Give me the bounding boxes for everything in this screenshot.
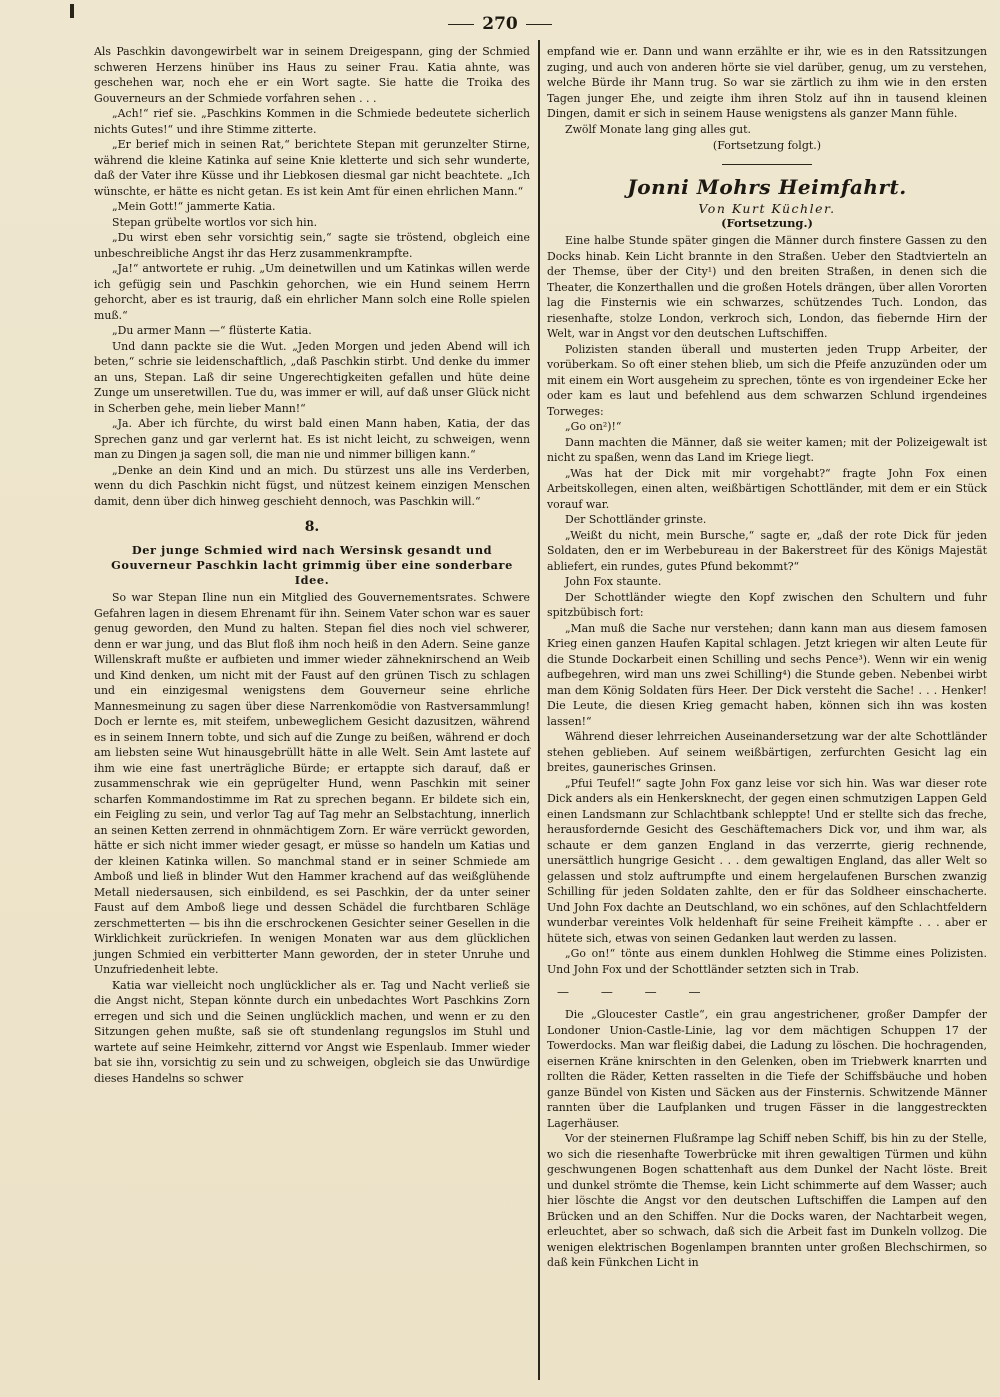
section-number: 8.	[304, 519, 320, 535]
paragraph: „Ja!“ antwortete er ruhig. „Um deinetwillen und um Katinkas willen werde ich gefügig sein und Paschkin gehorchen, wie ein Hund seinem Herrn gehorcht, aber es ist traurig, daß ein ehrlicher Mann solch eine Rolle spielen muß.“	[94, 262, 530, 322]
paragraph: empfand wie er. Dann und wann erzählte er ihr, wie es in den Ratssitzungen zuging, und auch von anderen hörte sie viel darüber, genug, um zu verstehen, welche Bürde ihr Mann trug. So war sie zärtlich zu ihm wie in den ersten Tagen junger Ehe, und zeigte ihm ihren Stolz auf ihn in tausend kleinen Dingen, damit er sich in seinem Hause wenigstens als ganzer Mann fühle.	[547, 45, 987, 120]
paragraph: „Denke an dein Kind und an mich. Du stürzest uns alle ins Verderben, wenn du dich Paschkin nicht fügst, und nützest keinem einzigen Menschen damit, denn über dich hinweg geschieht dennoch, was Paschkin will.“	[94, 463, 530, 508]
paragraph: „Du armer Mann —“ flüsterte Katia.	[112, 324, 312, 337]
paragraph: „Was hat der Dick mit mir vorgehabt?“ fragte John Fox einen Arbeitskollegen, einen alten, weißbärtigen Schottländer, mit dem er ein Stück vorauf war.	[547, 466, 987, 511]
paragraph: Und dann packte sie die Wut. „Jeden Morgen und jeden Abend will ich beten,“ schrie sie leidenschaftlich, „daß Paschkin stirbt. Und denke du immer an uns, Stepan. Laß dir seine Ungerechtigkeiten gefallen und hüte deine Zunge um unseretwillen. Tue du, was immer er will, auf daß unser Glück nicht in Scherben gehe, mein lieber Mann!“	[94, 339, 530, 415]
paragraph: Der Schottländer wiegte den Kopf zwischen den Schultern und fuhr spitzbübisch fort:	[547, 590, 987, 619]
paragraph: „Pfui Teufel!“ sagte John Fox ganz leise vor sich hin. Was war dieser rote Dick anders als ein Henkersknecht, der gegen einen schmutzigen Lappen Geld einen Landsmann zur Schlachtbank schleppte! Und er stellte sich das freche, herausfordernde Gesicht des Geschäftemachers Dick vor, und ihm war, als schaute er dem ganzen England in das verzerrte, gierig rechnende, unersättlich hungrige Gesicht . . . dem gewaltigen England, das aller Welt so gelassen und stolz auftrumpfte und einem hergelaufenen Burschen zwanzig Schilling für jeden Soldaten zahlte, den er für das Soldheer einschacherte. Und John Fox dachte an Deutschland, wo ein schönes, auf den Schlachtfeldern wunderbar vereintes Volk heldenhaft für seine Freiheit kämpfte . . . aber er hütete sich, etwas von seinen Gedanken laut werden zu lassen.	[547, 776, 987, 945]
column-divider	[538, 40, 540, 1380]
paragraph: So war Stepan Iline nun ein Mitglied des Gouvernementsrates. Schwere Gefahren lagen in diesem Ehrenamt für ihn. Seinem Vater schon war es sauer genug geworden, den Mund zu halten. Stepan fiel dies noch viel schwerer, denn er war jung, und das Blut floß ihm noch heiß in den Adern. Seine ganze Willenskraft mußte er aufbieten und immer wieder zähneknirschend an Weib und Kind denken, um nicht mit der Faust auf den grünen Tisch zu schlagen und ein einzigesmal wenigstens dem Gouverneur seine ehrliche Mannesmeinung zu sagen über diese Narrenkomödie von Rastversammlung! Doch er lernte es, mit steifem, unbeweglichem Gesicht dazusitzen, während es in seinem Innern tobte, und sich auf die Zunge zu beißen, während er doch am liebsten seine Wut hinausgebrüllt hätte in alle Welt. Sein Amt lastete auf ihm wie eine fast unerträgliche Bürde; er ertappte sich darauf, daß er zusammenschrak wie ein geprügelter Hund, wenn Paschkin mit seiner scharfen Kommandostimme im Rat zu sprechen begann. Er bildete sich ein, ein Feigling zu sein, und verlor Tag auf Tag mehr an Selbstachtung, innerlich an seinen Ketten zerrend in ohnmächtigem Zorn. Er wäre verrückt geworden, hätte er sich nicht immer wieder gesagt, er müsse so handeln um Katias und der kleinen Katinka willen. So manchmal stand er in seiner Schmiede am Amboß und ließ in blinder Wut den Hammer krachend auf das weißglühende Metall niedersausen, sich einbildend, es sei Paschkin, der da unter seiner Faust auf dem Amboß liege und dessen Schädel die furchtbaren Schläge zerschmetterten — bis ihn die erschrockenen Gesichter seiner Gesellen in die Wirklichkeit zurückriefen. In wenigen Monaten war aus dem glücklichen jungen Schmied ein verbitterter Mann geworden, der in steter Unruhe und Unzufriedenheit lebte.	[94, 591, 530, 976]
paragraph: „Mein Gott!“ jammerte Katia.	[112, 200, 276, 213]
paragraph: John Fox staunte.	[565, 575, 662, 588]
paragraph: Die „Gloucester Castle“, ein grau angestrichener, großer Dampfer der Londoner Union-Castle-Linie, lag vor dem mächtigen Schuppen 17 der Towerdocks. Man war fleißig dabei, die Ladung zu löschen. Die hochragenden, eisernen Kräne knirschten in den Gelenken, oben im Triebwerk knarrten und rollten die Räder, Ketten rasselten in die Tiefe der Schiffsbäuche und hoben ganze Bündel von Kisten und Säcken aus der Finsternis. Schwitzende Männer rannten über die Laufplanken und trugen Fässer in die langgestreckten Lagerhäuser.	[547, 1008, 987, 1130]
paragraph: „Go on!“ tönte aus einem dunklen Hohlweg die Stimme eines Polizisten. Und John Fox und der Schottländer setzten sich in Trab.	[547, 947, 987, 976]
paragraph: Dann machten die Männer, daß sie weiter kamen; mit der Polizeigewalt ist nicht zu spaßen, wenn das Land im Kriege liegt.	[547, 435, 987, 464]
paragraph: „Go on²)!“	[565, 420, 622, 433]
page-number-header	[0, 14, 1000, 34]
paragraph: Eine halbe Stunde später gingen die Männer durch finstere Gassen zu den Docks hinab. Kein Licht brannte in den Straßen. Ueber den Stadtvierteln an der Themse, über der City¹) und den breiten Straßen, in denen sich die Theater, die Konzerthallen und die großen Hotels drängen, über allen Vororten lag die Finsternis wie ein schwarzes, schützendes Tuch. London, das riesenhafte, stolze London, verkroch sich, London, das fiebernde Hirn der Welt, war in Angst vor den deutschen Luftschiffen.	[547, 234, 987, 340]
paragraph: Der Schottländer grinste.	[565, 513, 707, 526]
paragraph: „Ach!“ rief sie. „Paschkins Kommen in die Schmiede bedeutete sicherlich nichts Gutes!“ und ihre Stimme zitterte.	[94, 107, 530, 136]
story-author: Von Kurt Küchler.	[698, 201, 836, 216]
paragraph: Katia war vielleicht noch unglücklicher als er. Tag und Nacht verließ sie die Angst nicht, Stepan könnte durch ein unbedachtes Wort Paschkins Zorn erregen und sich und die Seinen unglücklich machen, und wenn er zu den Sitzungen gehen mußte, saß sie oft stundenlang regungslos im Stuhl und wartete auf seine Heimkehr, zitternd vor Angst wie Espenlaub. Immer wieder bat sie ihn, vorsichtig zu sein und zu schweigen, obgleich sie das Unwürdige dieses Handelns so schwer	[94, 978, 530, 1085]
paragraph: „Weißt du nicht, mein Bursche,“ sagte er, „daß der rote Dick für jeden Soldaten, den er im Werbebureau in der Bakerstreet für des Königs Majestät abliefert, ein rundes, gutes Pfund bekommt?“	[547, 528, 987, 573]
scene-break: — — — —	[557, 985, 715, 999]
header-rule-right	[526, 24, 552, 25]
paragraph: Als Paschkin davongewirbelt war in seinem Dreigespann, ging der Schmied schweren Herzens hinüber ins Haus zu seiner Frau. Katia ahnte, was geschehen war, noch ehe er ein Wort sagte. Sie hatte die Troika des Gouverneurs an der Schmiede vorfahren sehen . . .	[94, 45, 530, 105]
paragraph: Vor der steinernen Flußrampe lag Schiff neben Schiff, bis hin zu der Stelle, wo sich die riesenhafte Towerbrücke mit ihren gewaltigen Türmen und kühn geschwungenen Bogen schattenhaft aus dem Dunkel der Nacht löste. Breit und dunkel strömte die Themse, kein Licht schimmerte auf dem Wasser; auch hier löschte die Angst vor den deutschen Luftschiffen die Lampen auf den Brücken und an den Schiffen. Nur die Docks waren, der Nachtarbeit wegen, erleuchtet, aber so schwach, daß sich die Arbeit fast im Dunkeln vollzog. Die wenigen elektrischen Bogenlampen brannten unter großen Blechschirmen, so daß kein Fünkchen Licht in	[547, 1132, 987, 1269]
paragraph: „Du wirst eben sehr vorsichtig sein,“ sagte sie tröstend, obgleich eine unbeschreibliche Angst ihr das Herz zusammenkrampfte.	[94, 231, 530, 260]
page-number: 270	[482, 14, 518, 34]
paragraph: Während dieser lehrreichen Auseinandersetzung war der alte Schottländer stehen geblieben. Auf seinem weißbärtigen, zerfurchten Gesicht lag ein breites, gaunerisches Grinsen.	[547, 730, 987, 774]
paragraph: „Er berief mich in seinen Rat,“ berichtete Stepan mit gerunzelter Stirne, während die kleine Katinka auf seine Knie kletterte und sich sehr wunderte, daß der Vater ihre Küsse und ihr Liebkosen diesmal gar nicht beachtete. „Ich wünschte, er hätte es nicht getan. Es ist kein Amt für einen ehrlichen Mann.“	[94, 138, 530, 198]
story-title: Jonni Mohrs Heimfahrt.	[627, 175, 907, 199]
to-be-continued-note: (Fortsetzung folgt.)	[712, 139, 822, 152]
header-rule-left	[448, 24, 474, 25]
continuation-note: (Fortsetzung.)	[721, 216, 813, 230]
separator-rule	[722, 164, 812, 165]
left-column	[94, 44, 530, 1086]
paragraph: „Ja. Aber ich fürchte, du wirst bald einen Mann haben, Katia, der das Sprechen ganz und gar verlernt hat. Es ist nicht leicht, zu schweigen, wenn man zu Dingen ja sagen soll, die man nie und nimmer billigen kann.“	[94, 417, 530, 461]
paragraph: Zwölf Monate lang ging alles gut.	[565, 122, 752, 136]
right-column	[547, 44, 987, 1271]
paragraph: „Man muß die Sache nur verstehen; dann kann man aus diesem famosen Krieg einen ganzen Haufen Kapital schlagen. Jetzt kriegen wir alten Leute für die Stunde Dockarbeit einen Schilling und sechs Pence³). Wenn wir ein wenig aufbegehren, wird man uns zwei Schilling⁴) die Stunde geben. Nebenbei wirbt man dem König Soldaten fürs Heer. Der Dick versteht die Sache! . . . Henker! Die Leute, die diesen Krieg gemacht haben, können sich ihn was kosten lassen!“	[547, 621, 987, 728]
paragraph: Polizisten standen überall und musterten jeden Trupp Arbeiter, der vorüberkam. So oft einer stehen blieb, um sich die Pfeife anzuzünden oder um mit einem ein Wort ausgeheim zu sprechen, tönte es von irgendeiner Ecke her oder kam es laut und befehlend aus dem schwarzen Schlund irgendeines Torweges:	[547, 342, 987, 418]
section-heading: Der junge Schmied wird nach Wersinsk gesandt und Gouverneur Paschkin lacht grimmig über eine sonderbare Idee.	[111, 543, 513, 587]
paragraph: Stepan grübelte wortlos vor sich hin.	[112, 215, 318, 229]
